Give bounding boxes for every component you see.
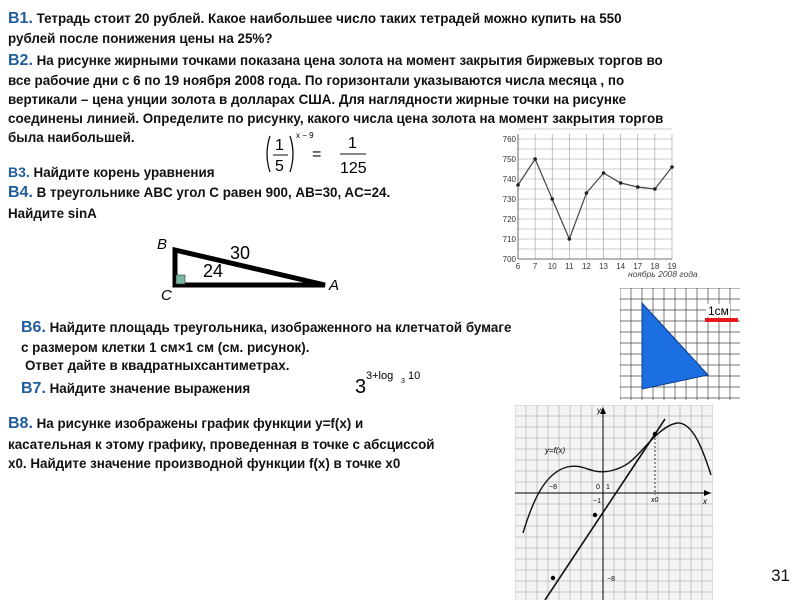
b4-triangle-figure xyxy=(155,235,345,300)
graph-tick-neg1: −1 xyxy=(593,498,601,505)
b6-line1 xyxy=(21,319,511,337)
b3-eq-num: 1 xyxy=(275,137,284,154)
gold-data-point xyxy=(619,181,623,185)
x-tick-label: 17 xyxy=(633,262,643,271)
b3-eq-rhs-den: 125 xyxy=(340,160,367,177)
unit-cell-label: 1см xyxy=(708,304,729,318)
y-tick-label: 740 xyxy=(502,175,516,184)
x-tick-label: 7 xyxy=(532,262,538,271)
y-tick-label: 700 xyxy=(502,255,516,264)
gold-price-chart xyxy=(500,127,720,282)
side-ab-label: 30 xyxy=(230,243,251,263)
b4-line1 xyxy=(8,184,390,202)
unit-cell-marker xyxy=(705,318,738,322)
b6-grid-figure xyxy=(620,288,740,400)
b8-function-graph xyxy=(515,405,713,600)
gold-data-point xyxy=(653,187,657,191)
b6-label: В6. xyxy=(21,319,46,336)
gold-data-point xyxy=(533,157,537,161)
vertex-c-label: C xyxy=(161,287,172,300)
b1-text-1: Тетрадь стоит 20 рублей. Какое наибольшее число таких тетрадей можно купить на 550 xyxy=(36,11,622,26)
chart-xlabel: ноябрь 2008 года xyxy=(628,269,698,279)
tangent-point-mid xyxy=(593,513,597,517)
x-tick-label: 19 xyxy=(667,262,677,271)
graph-tick-one: 1 xyxy=(606,484,610,491)
gold-data-point xyxy=(568,237,572,241)
y-tick-label: 760 xyxy=(502,135,516,144)
graph-x-label: x xyxy=(703,497,707,506)
graph-tick-x0: x0 xyxy=(651,497,659,504)
tangent-point-low xyxy=(551,576,555,580)
right-angle-marker xyxy=(176,275,185,284)
b7-label: В7. xyxy=(21,380,46,397)
graph-tick-neg8-x: −8 xyxy=(549,484,557,491)
b4-label: В4. xyxy=(8,184,33,201)
b2-line5: была наибольшей. xyxy=(8,130,135,145)
graph-tick-zero: 0 xyxy=(596,484,600,491)
gold-data-point xyxy=(550,197,554,201)
b3-eq-rhs-num: 1 xyxy=(348,135,357,152)
b2-text-1: На рисунке жирными точками показана цена золота на момент закрытия биржевых торгов во xyxy=(36,53,663,68)
b3-eq-exp: x − 9 xyxy=(296,131,314,140)
gold-data-point xyxy=(585,191,589,195)
b7-expr-base: 3 xyxy=(355,376,367,398)
b7-text: Найдите значение выражения xyxy=(49,381,251,396)
b1-line2: рублей после понижения цены на 25%? xyxy=(8,31,273,46)
y-tick-label: 730 xyxy=(502,195,516,204)
b4-text-1: В треугольнике ABC угол C равен 900, AB=30, AC=24. xyxy=(36,185,391,200)
b3-equation xyxy=(262,126,382,188)
y-tick-label: 710 xyxy=(502,235,516,244)
x-tick-label: 13 xyxy=(599,262,609,271)
b1-line1 xyxy=(8,10,622,28)
b4-line2: Найдите sinA xyxy=(8,206,97,221)
b2-line3: вертикали – цена унции золота в долларах США. Для наглядности жирные точки на рисунке xyxy=(8,92,627,107)
b3-eq-den: 5 xyxy=(275,158,284,175)
x-tick-label: 14 xyxy=(616,262,626,271)
b7-expr-arg: 10 xyxy=(408,370,421,382)
b6-text-1: Найдите площадь треугольника, изображенного на клетчатой бумаге xyxy=(49,320,512,335)
x-tick-label: 11 xyxy=(565,262,574,271)
graph-tick-neg8-y: −8 xyxy=(607,576,615,583)
gold-data-point xyxy=(670,165,674,169)
b8-line2: касательная к этому графику, проведенная в точке с абсциссой xyxy=(8,437,435,452)
b3-line xyxy=(8,163,215,182)
b3-text: Найдите корень уравнения xyxy=(33,165,215,180)
b8-text-1: На рисунке изображены график функции y=f(x) и xyxy=(36,416,364,431)
b2-line2: все рабочие дни с 6 по 19 ноября 2008 года. По горизонтали указываются числа месяца , по xyxy=(8,73,625,88)
graph-y-label: y xyxy=(597,406,601,415)
vertex-b-label: B xyxy=(157,236,168,253)
b7-expr-exp: 3+log xyxy=(366,370,394,382)
gold-data-point xyxy=(636,185,640,189)
vertex-a-label: A xyxy=(329,277,340,294)
b7-expression xyxy=(353,366,443,398)
y-tick-label: 720 xyxy=(502,215,516,224)
gold-data-point xyxy=(602,171,606,175)
b3-label: В3. xyxy=(8,164,30,180)
b3-eq-equals: = xyxy=(312,146,322,163)
gold-data-point xyxy=(516,183,520,187)
x-tick-label: 12 xyxy=(581,262,591,271)
b8-line3: x0. Найдите значение производной функции f(x) в точке x0 xyxy=(8,456,401,471)
b7-expr-sub: 3 xyxy=(401,378,405,385)
x-tick-label: 6 xyxy=(515,262,521,271)
b6-line2: с размером клетки 1 см×1 см (см. рисунок). xyxy=(21,340,310,355)
b8-line1 xyxy=(8,415,363,433)
b7-line xyxy=(21,380,250,398)
side-ac-label: 24 xyxy=(203,261,224,281)
b2-line1 xyxy=(8,52,663,70)
x-tick-label: 18 xyxy=(650,262,660,271)
b8-label: В8. xyxy=(8,415,33,432)
b6-line3: Ответ дайте в квадратныхсантиметрах. xyxy=(25,358,290,373)
y-tick-label: 750 xyxy=(502,155,516,164)
x-tick-label: 10 xyxy=(547,262,557,271)
b2-line4: соединены линией. Определите по рисунку, какого числа цена золота на момент закрытия торгов xyxy=(8,111,664,126)
graph-func-label: y=f(x) xyxy=(545,446,566,455)
b2-label: В2. xyxy=(8,52,33,69)
b1-label: В1. xyxy=(8,10,33,27)
page-number: 31 xyxy=(771,566,790,585)
